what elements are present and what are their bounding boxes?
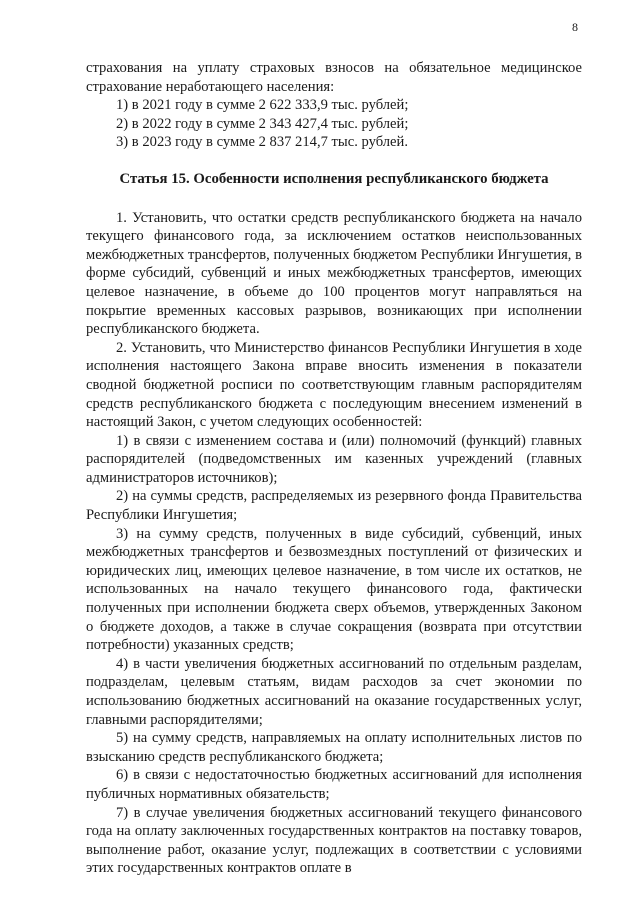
subitem-2: 2) на суммы средств, распределяемых из резервного фонда Правительства Республики Ингушетия; <box>86 488 582 524</box>
subitem-5: 5) на сумму средств, направляемых на оплату исполнительных листов по взысканию средств республиканского бюджета; <box>86 730 582 765</box>
subitem-4: 4) в части увеличения бюджетных ассигнований по отдельным разделам, подразделам, целевым статьям, видам расходов за счет экономии по использованию бюджетных ассигнований на оказание государственных услуг, главными распорядителями; <box>86 655 582 728</box>
intro-list-item: 2) в 2022 году в сумме 2 343 427,4 тыс. рублей; <box>116 115 409 132</box>
intro-list-item: 3) в 2023 году в сумме 2 837 214,7 тыс. рублей. <box>116 134 408 151</box>
article-heading: Статья 15. Особенности исполнения республиканского бюджета <box>119 170 549 187</box>
page-number: 8 <box>572 20 578 34</box>
subitem-3: 3) на сумму средств, полученных в виде субсидий, субвенций, иных межбюджетных трансфертов и безвозмездных поступлений от физических и юридических лиц, имеющих целевое назначение, в том числе их остатков, не использованных на начало текущего финансового года, фактически полученных при исполнении бюджета сверх объемов, утвержденных Законом о бюджете доходов, а также в случае сокращения (возврата при отсутствии потребности) указанных средств; <box>86 525 582 654</box>
subitem-6: 6) в связи с недостаточностью бюджетных ассигнований для исполнения публичных нормативных обязательств; <box>86 767 582 802</box>
subitem-7: 7) в случае увеличения бюджетных ассигнований текущего финансового года на оплату заключенных государственных контрактов на поставку товаров, выполнение работ, оказание услуг, подлежащих в соответствии с условиями этих государственных контрактов оплате в <box>86 804 582 877</box>
article-paragraph-2: 2. Установить, что Министерство финансов Республики Ингушетия в ходе исполнения настоящего Закона вправе вносить изменения в показатели сводной бюджетной росписи по соответствующим главным распорядителям средств республиканского бюджета с последующим внесением изменений в настоящий Закон, с учетом следующих особенностей: <box>86 339 582 431</box>
article-paragraph-1: 1. Установить, что остатки средств республиканского бюджета на начало текущего финансового года, за исключением остатков неиспользованных межбюджетных трансфертов, полученных бюджетом Республики Ингушетия, в форме субсидий, субвенций и иных межбюджетных трансфертов, имеющих целевое назначение, в объеме до 100 процентов могут направляться на покрытие временных кассовых разрывов, возникающих при исполнении республиканского бюджета. <box>86 209 582 338</box>
subitem-1: 1) в связи с изменением состава и (или) полномочий (функций) главных распорядителей (подведомственных им казенных учреждений (главных администраторов источников); <box>86 432 582 486</box>
intro-list-item: 1) в 2021 году в сумме 2 622 333,9 тыс. рублей; <box>116 97 409 114</box>
document-body <box>86 59 582 878</box>
intro-paragraph: страхования на уплату страховых взносов на обязательное медицинское страхование неработающего населения: <box>86 60 582 95</box>
